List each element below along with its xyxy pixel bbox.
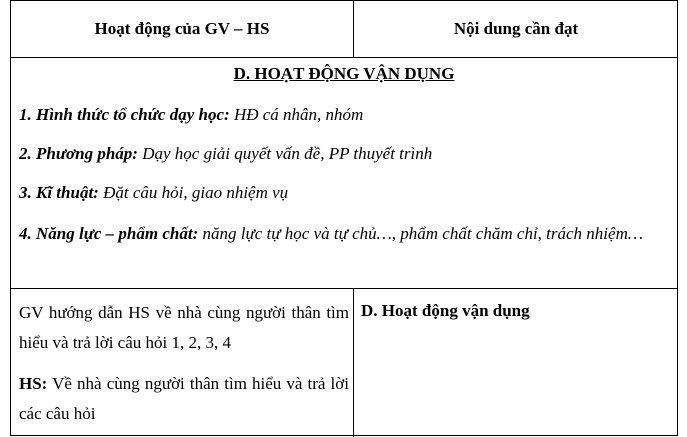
info-item-3 — [19, 179, 669, 207]
lesson-table — [10, 0, 678, 436]
info-label-3: 3. Kĩ thuật: — [19, 183, 99, 202]
header-divider — [353, 1, 354, 57]
info-text-1: HĐ cá nhân, nhóm — [229, 105, 364, 124]
hs-label: HS: — [19, 374, 48, 393]
info-label-4: 4. Năng lực – phẩm chất: — [19, 224, 199, 243]
section-bottom-border — [11, 288, 677, 289]
info-text-3: Đặt câu hỏi, giao nhiệm vụ — [98, 183, 289, 202]
info-label-2: 2. Phương pháp: — [19, 144, 138, 163]
header-activity: Hoạt động của GV – HS — [94, 19, 270, 38]
hs-text: Về nhà cùng người thân tìm hiểu và trả lời các câu hỏi — [19, 374, 349, 423]
gv-instruction: GV hướng dẫn HS về nhà cùng người thân tìm hiểu và trả lời câu hỏi 1, 2, 3, 4 — [19, 303, 349, 352]
info-label-1: 1. Hình thức tổ chức dạy học: — [19, 105, 230, 124]
section-title: D. HOẠT ĐỘNG VẬN DỤNG — [233, 64, 455, 83]
body-divider — [353, 288, 354, 437]
content-title: D. Hoạt động vận dụng — [361, 301, 530, 320]
header-bottom-border — [11, 57, 677, 58]
info-item-1 — [19, 101, 669, 129]
info-text-2: Dạy học giải quyết vấn đề, PP thuyết trình — [137, 144, 433, 163]
hs-task — [19, 369, 349, 429]
info-item-2 — [19, 140, 669, 168]
info-text-4: năng lực tự học và tự chủ…, phẩm chất chăm chỉ, trách nhiệm… — [198, 224, 643, 243]
header-content: Nội dung cần đạt — [453, 19, 579, 38]
info-item-4 — [19, 220, 669, 248]
